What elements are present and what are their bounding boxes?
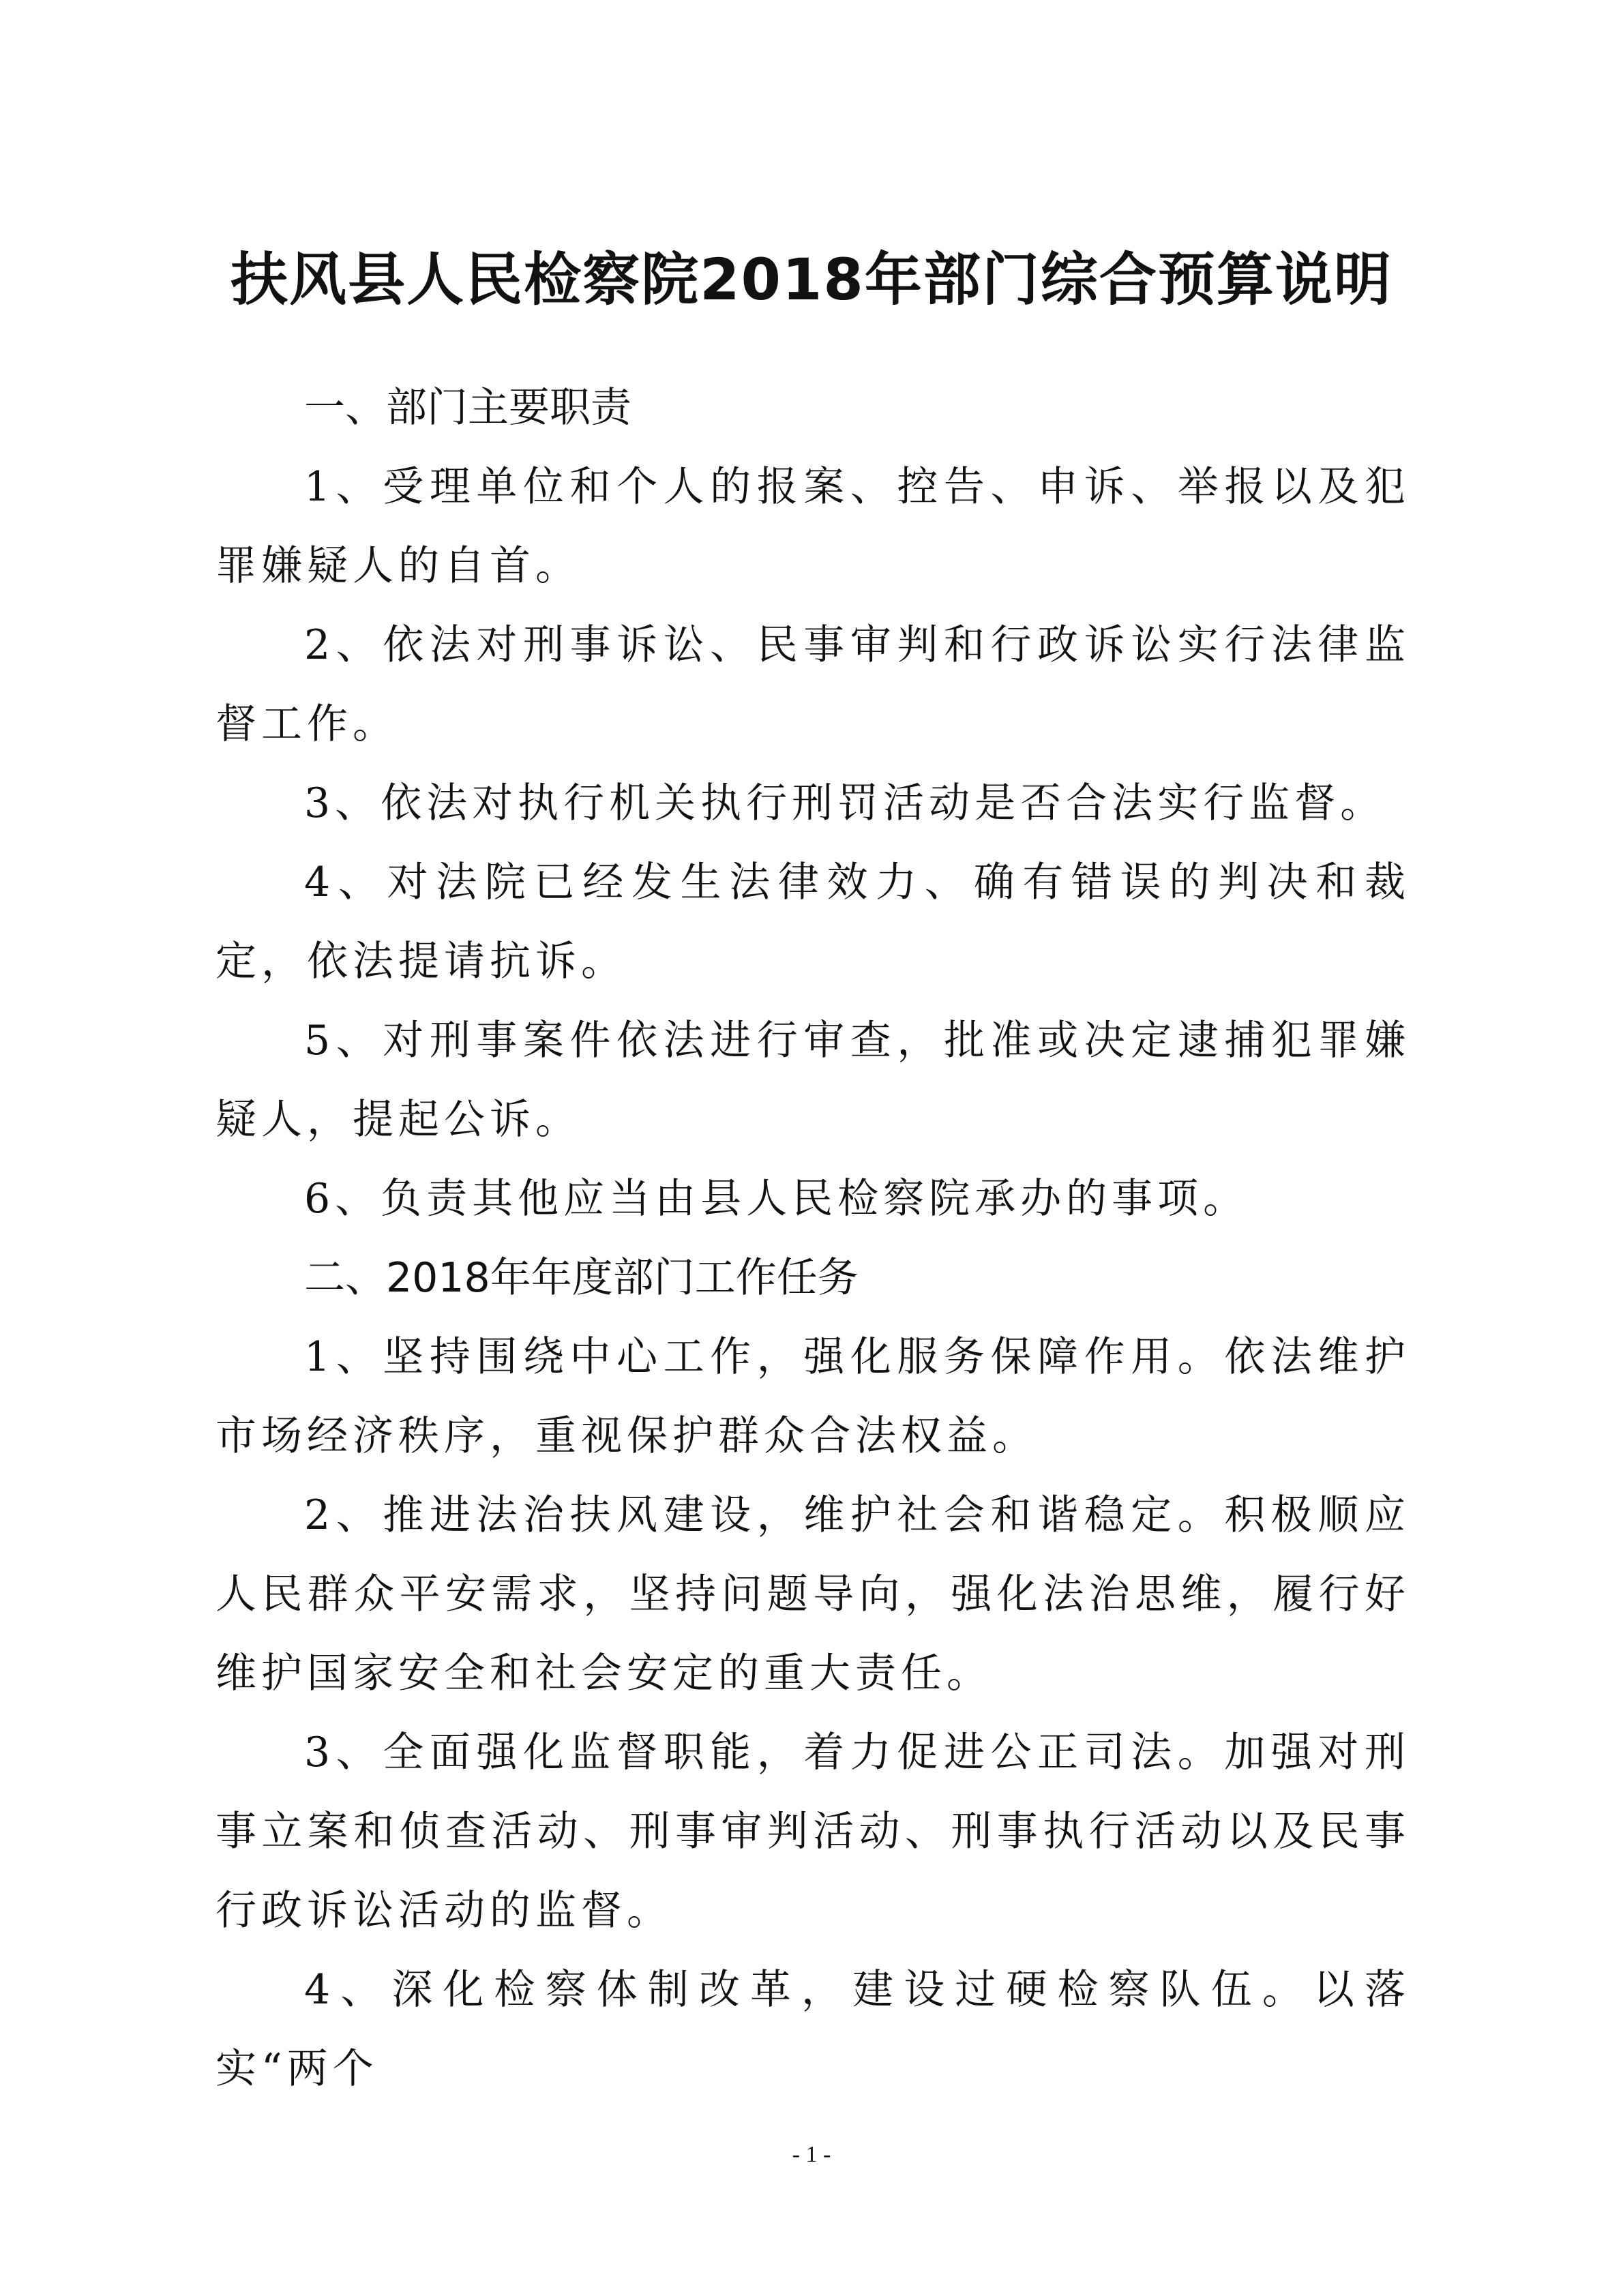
document-body: [215, 368, 1410, 2108]
task-item-3: 3、全面强化监督职能，着力促进公正司法。加强对刑事立案和侦查活动、刑事审判活动、刑事执行活动以及民事行政诉讼活动的监督。: [215, 1729, 1410, 1935]
duty-item-4: 4、对法院已经发生法律效力、确有错误的判决和裁定，依法提请抗诉。: [215, 859, 1410, 985]
duty-item-3: 3、依法对执行机关执行刑罚活动是否合法实行监督。: [304, 779, 1386, 827]
section-heading-main-duties: 一、部门主要职责: [304, 384, 631, 432]
duty-item-1: 1、受理单位和个人的报案、控告、申诉、举报以及犯罪嫌疑人的自首。: [215, 463, 1410, 590]
duty-item-5: 5、对刑事案件依法进行审查，批准或决定逮捕犯罪嫌疑人，提起公诉。: [215, 1017, 1410, 1144]
section-heading-annual-tasks: 二、2018年年度部门工作任务: [304, 1254, 859, 1302]
task-item-2: 2、推进法治扶风建设，维护社会和谐稳定。积极顺应人民群众平安需求，坚持问题导向，强化法治思维，履行好维护国家安全和社会安定的重大责任。: [215, 1491, 1410, 1697]
task-item-4: 4、深化检察体制改革，建设过硬检察队伍。以落实“两个: [215, 1966, 1410, 2093]
task-item-1: 1、坚持围绕中心工作，强化服务保障作用。依法维护市场经济秩序，重视保护群众合法权益。: [215, 1333, 1410, 1460]
document-title: 扶风县人民检察院2018年部门综合预算说明: [230, 246, 1393, 313]
page-number: - 1 -: [792, 2142, 831, 2167]
duty-item-2: 2、依法对刑事诉讼、民事审判和行政诉讼实行法律监督工作。: [215, 621, 1410, 748]
duty-item-6: 6、负责其他应当由县人民检察院承办的事项。: [304, 1175, 1249, 1223]
